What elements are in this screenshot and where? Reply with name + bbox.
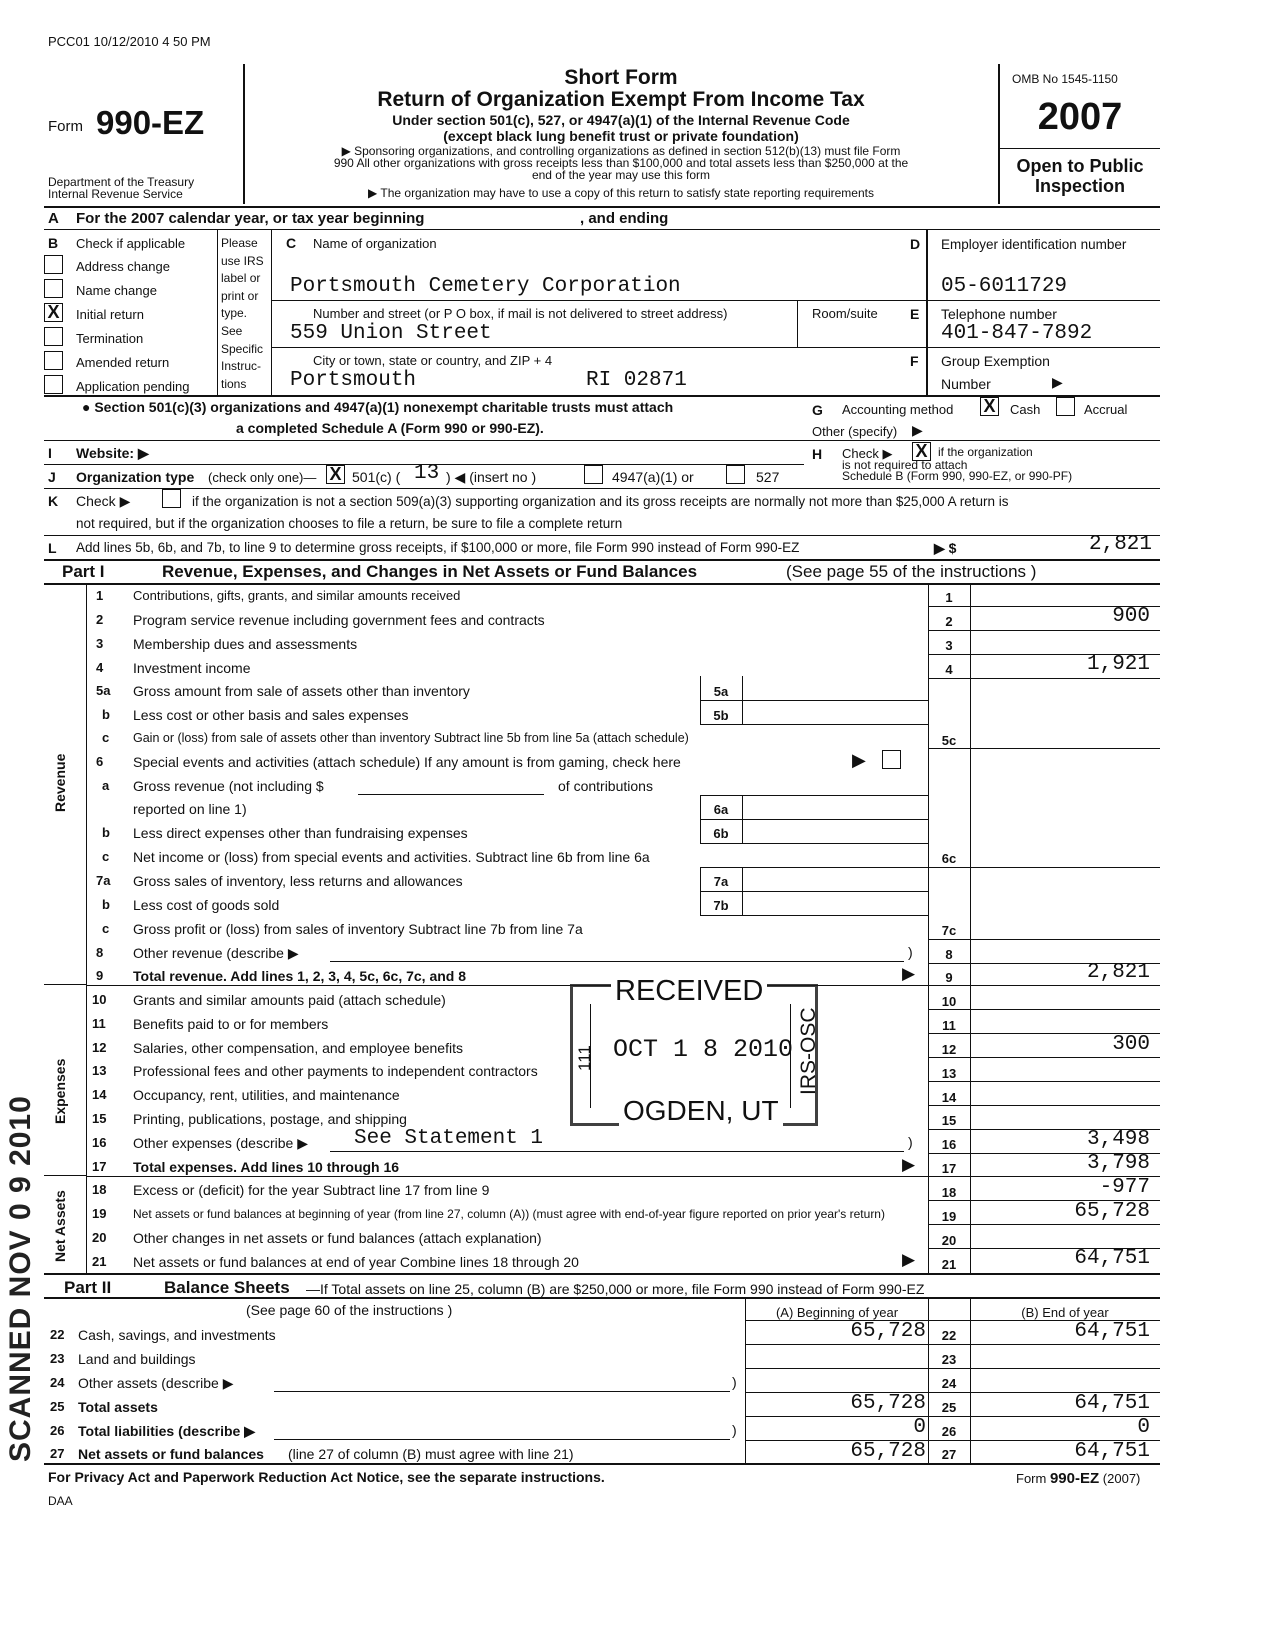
net-assets-beginning-amount[interactable]: 65,728: [1074, 1200, 1150, 1223]
line-k-text-2: not required, but if the organization chooses to file a return, be sure to file a complete return: [76, 516, 623, 531]
line-k-letter: K: [48, 493, 59, 509]
stamp-code: 111: [575, 1045, 594, 1071]
line-box: 3: [945, 638, 953, 653]
line-box: 12: [941, 1042, 957, 1057]
line-number: a: [102, 778, 110, 793]
line-number: 15: [92, 1111, 107, 1126]
close-paren: ): [732, 1422, 737, 1438]
part2-see-page: (See page 60 of the instructions ): [246, 1302, 453, 1318]
section-h-text-2: is not required to attach Schedule B (Form 990, 990-EZ, or 990-PF): [842, 458, 1073, 483]
received-stamp: [570, 975, 820, 1126]
other-expenses-description[interactable]: See Statement 1: [354, 1127, 544, 1150]
accounting-method-label: Accounting method: [842, 402, 954, 417]
form-ref-footer: Form 990-EZ (2007): [1016, 1470, 1141, 1487]
line-number: 25: [50, 1399, 65, 1414]
section-501-note: ● Section 501(c)(3) organizations and 4947(a)(1) nonexempt charitable trusts must attach: [82, 399, 674, 415]
line-number: 14: [92, 1087, 107, 1102]
phone-label: Telephone number: [941, 306, 1057, 322]
line-10-desc: Grants and similar amounts paid (attach schedule): [133, 992, 446, 1008]
net-assets-beginning-bs[interactable]: 65,728: [850, 1440, 926, 1463]
termination-label: Termination: [76, 331, 144, 346]
form-title-short: Short Form: [564, 66, 678, 89]
line-number: 8: [96, 945, 104, 960]
name-change-label: Name change: [76, 283, 157, 298]
inner-line-box: 7a: [713, 874, 729, 889]
cash-savings-end[interactable]: 64,751: [1074, 1320, 1150, 1343]
line-box: 18: [941, 1185, 957, 1200]
line-a-letter: A: [48, 210, 59, 227]
line-16-desc: Other expenses (describe ▶: [133, 1135, 308, 1151]
line-4-amount[interactable]: 1,921: [1086, 653, 1150, 676]
column-b-header: (B) End of year: [1021, 1305, 1109, 1320]
daa-label: DAA: [48, 1494, 73, 1508]
accrual-checkbox[interactable]: [1056, 397, 1075, 416]
line-6a-desc: Gross revenue (not including $: [133, 778, 324, 794]
received-stamp-place: OGDEN, UT: [619, 1095, 783, 1127]
org-name[interactable]: Portsmouth Cemetery Corporation: [290, 275, 681, 298]
part2-label: Part II: [64, 1278, 112, 1297]
part1-subtitle: (See page 55 of the instructions ): [786, 562, 1037, 581]
line-7c-desc: Gross profit or (loss) from sales of inventory Subtract line 7b from line 7a: [133, 921, 583, 937]
line-box: 6c: [941, 851, 957, 866]
line-number: 3: [96, 636, 104, 651]
line-6c-desc: Net income or (loss) from special events and activities. Subtract line 6b from line 6a: [133, 849, 650, 865]
line-6-desc: Special events and activities (attach schedule) If any amount is from gaming, check here: [133, 754, 681, 770]
line-box: 22: [941, 1328, 957, 1343]
accrual-label: Accrual: [1084, 402, 1128, 417]
open-to-public: Open to Public Inspection: [1016, 156, 1144, 196]
arrow-icon: ▶: [902, 1155, 916, 1174]
line-number: 4: [96, 660, 104, 675]
line-box: 23: [941, 1352, 957, 1367]
excess-deficit-amount[interactable]: -977: [1099, 1176, 1150, 1199]
cash-checkbox[interactable]: X: [980, 397, 999, 416]
line-a-ending: , and ending: [580, 210, 669, 227]
group-exemption-number-label: Number: [941, 376, 991, 392]
form-title: Return of Organization Exempt From Income Tax: [377, 88, 865, 111]
street-label: Number and street (or P O box, if mail is not delivered to street address): [313, 306, 728, 321]
501c-insert: ) ◀ (insert no ): [446, 469, 537, 485]
inner-line-box: 6a: [713, 802, 729, 817]
line-19-desc: Net assets or fund balances at beginning of year (from line 27, column (A)) (must agree with end-of-year figure reported on prior year's return): [133, 1207, 885, 1221]
line-box: 25: [941, 1400, 957, 1415]
line-14-desc: Occupancy, rent, utilities, and maintenance: [133, 1087, 400, 1103]
line-6b-desc: Less direct expenses other than fundraising expenses: [133, 825, 468, 841]
amended-return-checkbox[interactable]: [44, 351, 63, 370]
other-expenses-amount[interactable]: 3,498: [1086, 1128, 1150, 1151]
line-26-desc: Total liabilities (describe ▶: [78, 1423, 255, 1439]
line-number: 22: [50, 1327, 65, 1342]
4947-checkbox[interactable]: [584, 465, 603, 484]
close-paren: ): [908, 1134, 913, 1150]
form-subtitle: Under section 501(c), 527, or 4947(a)(1) of the Internal Revenue Code: [392, 112, 850, 128]
line-number: c: [102, 921, 110, 936]
line-11-desc: Benefits paid to or for members: [133, 1016, 329, 1032]
arrow-icon: ▶: [902, 964, 916, 983]
line-l-letter: L: [48, 540, 57, 556]
line-l-text: Add lines 5b, 6b, and 7b, to line 9 to determine gross receipts, if $100,000 or more, file Form 990 instead of Form 990-EZ: [76, 540, 800, 555]
line-23-desc: Land and buildings: [78, 1351, 196, 1367]
line-22-desc: Cash, savings, and investments: [78, 1327, 276, 1343]
application-pending-checkbox[interactable]: [44, 375, 63, 394]
line-box: 24: [941, 1376, 957, 1391]
line-number: c: [102, 730, 110, 745]
line-24-desc: Other assets (describe ▶: [78, 1375, 234, 1391]
section-c-letter: C: [286, 235, 297, 251]
name-change-checkbox[interactable]: [44, 279, 63, 298]
line-number: 1: [96, 588, 104, 603]
section-h-check-label: Check ▶: [842, 446, 893, 461]
line-3-desc: Membership dues and assessments: [133, 636, 358, 652]
received-stamp-date: OCT 1 8 2010: [613, 1035, 794, 1064]
state-note: ▶ The organization may have to use a copy of this return to satisfy state reporting requirements: [368, 186, 874, 200]
total-liabilities-end[interactable]: 0: [1137, 1416, 1150, 1439]
line-1-desc: Contributions, gifts, grants, and similar amounts received: [133, 588, 461, 603]
line-box: 2: [945, 614, 953, 629]
arrow-icon: ▶: [1052, 374, 1063, 390]
part1-label: Part I: [62, 562, 105, 581]
city[interactable]: Portsmouth: [290, 369, 417, 392]
section-h-text: if the organization: [938, 445, 1033, 459]
address-change-checkbox[interactable]: [44, 255, 63, 274]
line-5c-desc: Gain or (loss) from sale of assets other than inventory Subtract line 5b from line 5a (attach schedule): [133, 731, 689, 745]
line-box: 26: [941, 1424, 957, 1439]
cash-savings-beginning[interactable]: 65,728: [850, 1320, 926, 1343]
line-27-desc: Net assets or fund balances: [78, 1446, 264, 1462]
line-number: 18: [92, 1182, 107, 1197]
line-12-desc: Salaries, other compensation, and employee benefits: [133, 1040, 463, 1056]
527-checkbox[interactable]: [726, 465, 745, 484]
net-assets-end-bs[interactable]: 64,751: [1074, 1440, 1150, 1463]
line-number: 5a: [96, 683, 111, 698]
line-27-desc-2: (line 27 of column (B) must agree with line 21): [288, 1446, 574, 1462]
line-box: 27: [941, 1447, 957, 1462]
net-assets-end-amount[interactable]: 64,751: [1074, 1247, 1150, 1270]
print-stamp: PCC01 10/12/2010 4 50 PM: [48, 34, 211, 49]
inner-line-box: 5a: [713, 684, 729, 699]
org-type-label: Organization type: [76, 469, 195, 485]
4947-label: 4947(a)(1) or: [612, 469, 694, 485]
line-box: 10: [941, 994, 957, 1009]
line-number: 2: [96, 612, 104, 627]
line-number: 23: [50, 1351, 65, 1366]
section-f-letter: F: [910, 353, 919, 369]
org-name-label: Name of organization: [313, 236, 437, 251]
net-assets-side-label: Net Assets: [52, 1190, 68, 1262]
line-number: 17: [92, 1159, 107, 1174]
line-number: 24: [50, 1375, 65, 1390]
line-17-desc: Total expenses. Add lines 10 through 16: [133, 1159, 400, 1175]
form-subtitle-2: (except black lung benefit trust or private foundation): [443, 128, 799, 144]
line-number: b: [102, 825, 110, 840]
total-expenses-amount[interactable]: 3,798: [1086, 1152, 1150, 1175]
509a3-checkbox[interactable]: [162, 489, 181, 508]
line-13-desc: Professional fees and other payments to independent contractors: [133, 1063, 538, 1079]
filing-note: ▶ Sponsoring organizations, and controlling organizations as defined in section 512(b)(13) must file Form 990 All other organizations with gross receipts less than $100,000 and total assets less than $250,000 at the end of the year may use this form: [333, 144, 909, 182]
arrow-icon: ▶: [852, 750, 866, 770]
line-number: 11: [92, 1016, 106, 1031]
total-liabilities-beginning[interactable]: 0: [913, 1416, 926, 1439]
inner-line-box: 5b: [713, 708, 729, 723]
arrow-icon: ▶: [912, 422, 923, 438]
line-number: b: [102, 707, 110, 722]
line-box: 4: [945, 662, 953, 677]
line-i-letter: I: [48, 445, 52, 461]
termination-checkbox[interactable]: [44, 327, 63, 346]
received-stamp-text: RECEIVED: [611, 975, 767, 1008]
line-box: 14: [941, 1090, 957, 1105]
line-8-desc: Other revenue (describe ▶: [133, 945, 299, 961]
part2-title-note: —If Total assets on line 25, column (B) are $250,000 or more, file Form 990 instead of Form 990-EZ: [306, 1281, 925, 1297]
total-assets-end[interactable]: 64,751: [1074, 1392, 1150, 1415]
line-5a-desc: Gross amount from sale of assets other than inventory: [133, 683, 470, 699]
line-k-text: if the organization is not a section 509(a)(3) supporting organization and its gross receipts are normally not more than $25,000 A return is: [192, 494, 1009, 509]
inner-line-box: 7b: [713, 898, 729, 913]
section-h-letter: H: [812, 446, 823, 462]
omb-number: OMB No 1545-1150: [1012, 72, 1118, 86]
line-2-amount[interactable]: 900: [1112, 605, 1150, 628]
ein[interactable]: 05-6011729: [941, 275, 1068, 298]
line-box: 1: [945, 590, 953, 605]
scanned-stamp: SCANNED NOV 0 9 2010: [4, 1095, 37, 1462]
form-label: Form: [48, 118, 83, 135]
501c-number[interactable]: 13: [414, 462, 440, 485]
ein-label: Employer identification number: [941, 237, 1127, 252]
application-pending-label: Application pending: [76, 379, 190, 394]
part2-title: Balance Sheets: [164, 1278, 290, 1297]
gaming-checkbox[interactable]: [882, 750, 901, 769]
line-number: 21: [92, 1254, 107, 1269]
line-box: 16: [941, 1137, 957, 1152]
room-suite-label: Room/suite: [812, 306, 878, 321]
line-box: 11: [942, 1018, 956, 1033]
section-501-note-2: a completed Schedule A (Form 990 or 990-EZ).: [236, 420, 544, 436]
street-address[interactable]: 559 Union Street: [290, 322, 492, 345]
section-g-letter: G: [812, 402, 823, 418]
section-b-title: Check if applicable: [76, 236, 186, 251]
501c-label: 501(c) (: [352, 469, 401, 485]
line-number: 27: [50, 1446, 65, 1461]
dept-treasury: Department of the Treasury Internal Revenue Service: [48, 175, 195, 201]
amended-return-label: Amended return: [76, 355, 170, 370]
total-revenue-amount[interactable]: 2,821: [1086, 961, 1150, 984]
initial-return-label: Initial return: [76, 307, 144, 322]
line-number: 19: [92, 1206, 107, 1221]
line-box: 21: [941, 1257, 957, 1272]
privacy-notice: For Privacy Act and Paperwork Reduction Act Notice, see the separate instructions.: [48, 1469, 605, 1485]
line-number: 12: [92, 1040, 107, 1055]
line-number: c: [102, 849, 110, 864]
line-7b-desc: Less cost of goods sold: [133, 897, 280, 913]
line-number: 26: [50, 1423, 65, 1438]
line-l-arrow: ▶ $: [934, 540, 957, 556]
salaries-amount[interactable]: 300: [1112, 1033, 1150, 1056]
line-21-desc: Net assets or fund balances at end of year Combine lines 18 through 20: [133, 1254, 579, 1270]
line-box: 5c: [941, 733, 957, 748]
section-d-letter: D: [910, 236, 921, 252]
line-box: 13: [941, 1066, 957, 1081]
line-25-desc: Total assets: [78, 1399, 158, 1415]
line-20-desc: Other changes in net assets or fund balances (attach explanation): [133, 1230, 542, 1246]
column-a-header: (A) Beginning of year: [775, 1305, 899, 1320]
close-paren: ): [908, 944, 913, 960]
gross-receipts-amount[interactable]: 2,821: [1088, 533, 1152, 556]
inner-line-box: 6b: [713, 826, 729, 841]
line-18-desc: Excess or (deficit) for the year Subtract line 17 from line 9: [133, 1182, 490, 1198]
line-a-text: For the 2007 calendar year, or tax year beginning: [76, 210, 425, 227]
line-7a-desc: Gross sales of inventory, less returns and allowances: [133, 873, 463, 889]
form-number: 990-EZ: [96, 104, 205, 141]
group-exemption-label: Group Exemption: [941, 353, 1050, 369]
line-number: 16: [92, 1135, 107, 1150]
state-zip[interactable]: RI 02871: [586, 369, 687, 392]
schedule-b-checkbox[interactable]: X: [912, 442, 931, 461]
expenses-side-label: Expenses: [52, 1058, 68, 1124]
section-e-letter: E: [910, 306, 920, 322]
line-number: 10: [92, 992, 107, 1007]
address-change-label: Address change: [76, 259, 170, 274]
arrow-icon: ▶: [902, 1250, 916, 1269]
part1-title: Revenue, Expenses, and Changes in Net Assets or Fund Balances: [162, 562, 698, 581]
line-number: 7a: [96, 873, 111, 888]
line-box: 15: [941, 1113, 957, 1128]
line-2-desc: Program service revenue including government fees and contracts: [133, 612, 545, 628]
line-number: 20: [92, 1230, 107, 1245]
line-box: 8: [945, 947, 953, 962]
line-number: 9: [96, 968, 104, 983]
other-specify-label: Other (specify): [812, 424, 898, 439]
line-number: 6: [96, 754, 104, 769]
irs-osc-text: IRS-OSC: [797, 1007, 820, 1095]
tax-year: 2007: [1037, 96, 1123, 138]
close-paren: ): [732, 1374, 737, 1390]
line-j-letter: J: [48, 469, 56, 485]
line-6a-desc-2: of contributions: [558, 778, 653, 794]
city-label: City or town, state or country, and ZIP + 4: [313, 353, 553, 368]
please-use-label: Please use IRS label or print or type. See Specific Instruc- tions: [221, 236, 264, 391]
line-k-check-label: Check ▶: [76, 493, 131, 509]
line-box: 17: [941, 1161, 957, 1176]
phone[interactable]: 401-847-7892: [941, 322, 1093, 345]
line-number: 13: [92, 1063, 107, 1078]
line-6a-desc-3: reported on line 1): [133, 801, 247, 817]
line-9-desc: Total revenue. Add lines 1, 2, 3, 4, 5c, 6c, 7c, and 8: [133, 968, 467, 984]
org-type-note: (check only one)—: [208, 470, 317, 485]
line-box: 9: [945, 970, 953, 985]
line-4-desc: Investment income: [133, 660, 251, 676]
line-number: b: [102, 897, 110, 912]
line-5b-desc: Less cost or other basis and sales expenses: [133, 707, 409, 723]
section-b-letter: B: [48, 235, 59, 251]
line-box: 19: [941, 1209, 957, 1224]
website-label: Website: ▶: [76, 445, 149, 461]
527-label: 527: [756, 469, 780, 485]
total-assets-beginning[interactable]: 65,728: [850, 1392, 926, 1415]
line-box: 7c: [941, 923, 957, 938]
cash-label: Cash: [1010, 402, 1041, 417]
initial-return-checkbox[interactable]: X: [44, 303, 63, 322]
501c-checkbox[interactable]: X: [326, 465, 345, 484]
line-box: 20: [941, 1233, 957, 1248]
line-15-desc: Printing, publications, postage, and shipping: [133, 1111, 407, 1127]
revenue-side-label: Revenue: [52, 753, 68, 812]
